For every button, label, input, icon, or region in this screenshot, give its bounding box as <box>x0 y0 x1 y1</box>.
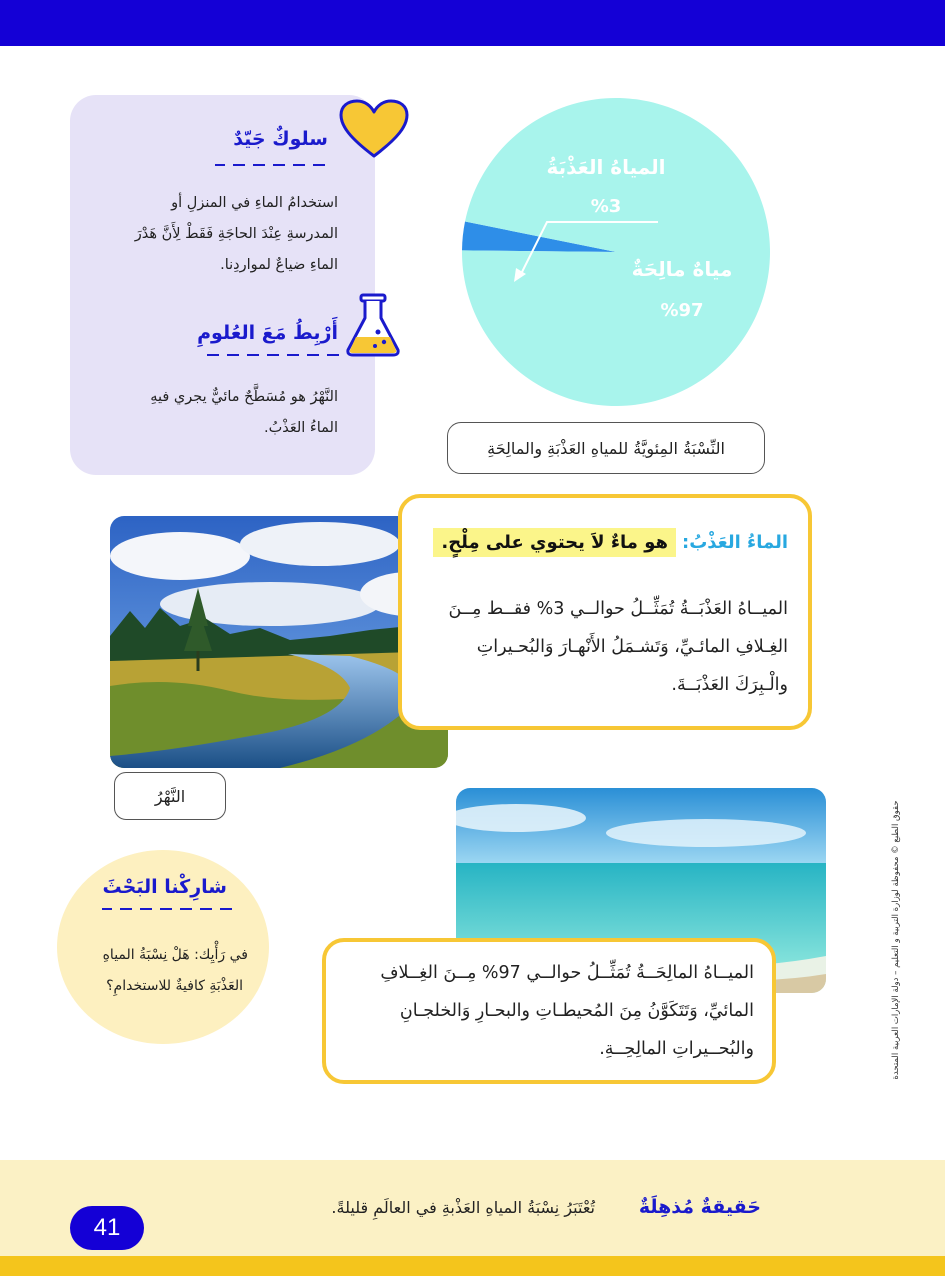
fresh-water-line-3: والْـبِرَكَ العَذْبَــةَ. <box>671 675 788 695</box>
salt-water-line-1: الميــاهُ المالِحَــةُ تُمَثِّــلُ حوالــي 97% مِــنَ الغِــلافِ <box>380 963 754 983</box>
copyright-notice <box>886 800 906 1080</box>
fresh-water-line-1: الميــاهُ العَذْبَــةُ تُمَثِّــلُ حوالــي 3% فقــط مِــنَ <box>448 599 788 619</box>
fresh-water-box <box>398 494 812 730</box>
pie-slice-salt <box>462 98 770 406</box>
research-underline <box>102 908 232 910</box>
good-behavior-line-3: الماءِ ضياعٌ لمواردِنا. <box>220 257 338 273</box>
flask-icon <box>344 292 402 358</box>
good-behavior-line-1: استخدامُ الماءِ في المنزلِ أو <box>171 195 338 211</box>
salt-water-box <box>322 938 776 1084</box>
science-link-line-2: الماءُ العَذْبُ. <box>264 420 338 436</box>
fresh-water-term: الماءُ العَذْبُ: <box>682 532 788 553</box>
page-number: 41 <box>70 1206 144 1250</box>
research-title: شارِكْنا البَحْثَ <box>102 876 227 898</box>
pie-value-fresh: %3 <box>590 196 622 217</box>
science-link-title: أَرْبِطُ مَعَ العُلومِ <box>197 322 338 344</box>
top-bar <box>0 0 945 46</box>
river-caption: النَّهْرُ <box>114 772 226 820</box>
pie-label-salt: مياهٌ مالِحَةٌ <box>631 257 733 281</box>
fresh-water-definition <box>433 528 788 557</box>
heart-icon <box>338 98 410 160</box>
salt-water-line-3: والبُحــيراتِ المالِحِــةِ. <box>599 1039 754 1059</box>
pie-caption: النِّسْبَةُ المِئويَّةُ للمياهِ العَذْبَةِ والمالِحَةِ <box>447 422 765 474</box>
research-line-2: العَذْبَةِ كافيةٌ للاستخدامِ؟ <box>106 978 243 994</box>
fact-title: حَقيقةٌ مُذهِلَةٌ <box>638 1196 761 1218</box>
science-link-underline <box>203 354 339 356</box>
bottom-bar <box>0 1256 945 1276</box>
copyright-text: حقوق الطبع © محفوظة لوزارة التربية و التعليم – دولة الإمارات العربية المتحدة <box>891 800 901 1080</box>
science-link-line-1: النَّهْرُ هو مُسَطَّحٌ مائيٌّ يجري فيهِ <box>150 389 338 405</box>
pie-chart <box>460 96 772 408</box>
fact-text: تُعْتَبَرُ نِسْبَةُ المياهِ العَذْبةِ في العالَمِ قليلةً. <box>331 1198 595 1217</box>
good-behavior-line-2: المدرسةِ عِنْدَ الحاجَةِ فَقَطْ لِأَنَّ هَدْرَ <box>134 226 338 242</box>
salt-water-line-2: المائيِّ، وَتَتَكَوَّنُ مِنَ المُحيطـاتِ والبحـارِ وَالخلجـانِ <box>399 1001 754 1021</box>
research-line-1: في رَأْيِك: هَلْ نِسْبَةُ المياهِ <box>102 947 248 963</box>
fresh-water-definition-text: هو ماءٌ لاَ يحتوي على مِلْحٍ. <box>433 528 676 557</box>
good-behavior-underline <box>215 164 325 166</box>
good-behavior-title: سلوكٌ جَيّدٌ <box>233 128 328 150</box>
fresh-water-line-2: الغِـلافِ المائـيِّ، وَتَشـمَلُ الأَنْهـارَ وَالبُحـيراتِ <box>476 637 788 657</box>
pie-label-fresh: المياهُ العَذْبَةُ <box>546 155 666 179</box>
pie-value-salt: %97 <box>660 300 704 321</box>
